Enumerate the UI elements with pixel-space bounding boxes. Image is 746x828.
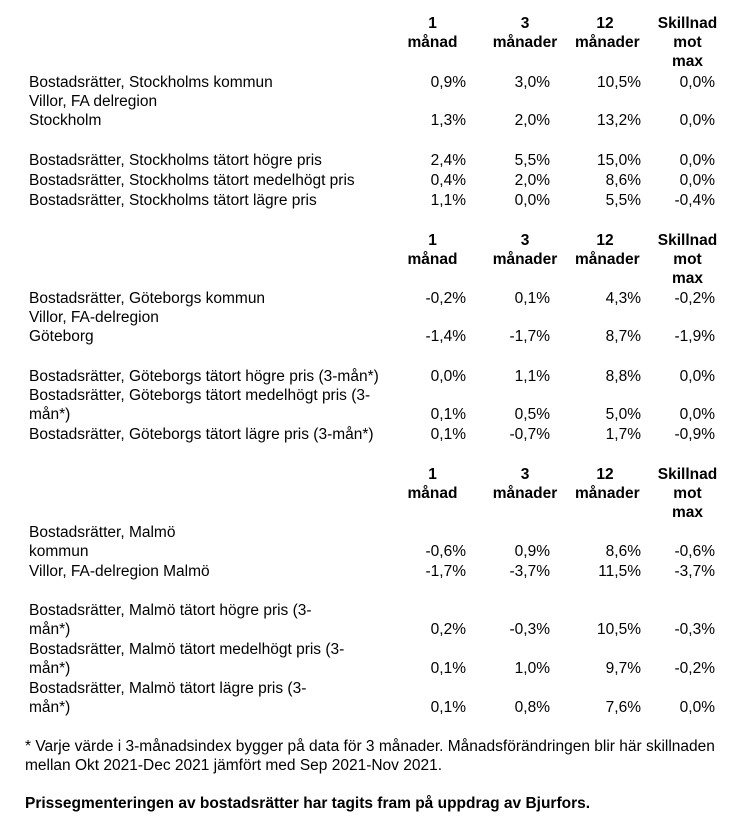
value-1m: 0,1%: [430, 426, 466, 443]
value-1m: -0,2%: [425, 290, 466, 307]
value-1m: -0,6%: [425, 543, 466, 560]
value-12m: 15,0%: [597, 152, 641, 169]
value-diff: 0,0%: [679, 406, 715, 423]
value-1m: 1,3%: [430, 112, 466, 129]
credit-note: Prissegmenteringen av bostadsrätter har tagits fram på uppdrag av Bjurfors.: [25, 795, 591, 812]
value-12m: 11,5%: [598, 563, 641, 580]
row-label: Villor, FA delregion Stockholm: [29, 93, 158, 129]
value-diff: 0,0%: [679, 368, 715, 385]
value-1m: 0,1%: [430, 699, 466, 716]
value-3m: -0,3%: [509, 621, 550, 638]
value-12m: 5,0%: [605, 406, 641, 423]
value-1m: -1,4%: [425, 328, 466, 345]
value-1m: 1,1%: [430, 192, 466, 209]
header-1-month: 1 månad: [407, 232, 458, 268]
value-3m: 0,5%: [514, 406, 550, 423]
header-3-months: 3 månader: [492, 15, 558, 51]
row-label: Bostadsrätter, Stockholms kommun: [29, 74, 273, 91]
header-12-months: 12 månader: [575, 15, 640, 51]
header-3-months: 3 månader: [492, 466, 558, 502]
value-diff: -3,7%: [674, 563, 715, 580]
value-1m: 0,1%: [430, 406, 466, 423]
value-12m: 8,7%: [605, 328, 641, 345]
row-label: Bostadsrätter, Göteborgs kommun: [29, 290, 266, 307]
value-3m: 1,1%: [514, 368, 550, 385]
header-12-months: 12 månader: [575, 466, 640, 502]
footnote: * Varje värde i 3-månadsindex bygger på data för 3 månader. Månadsförändringen blir här skillnaden mellan Okt 2021-Dec 2021 jämfört med Sep 2021-Nov 2021.: [25, 738, 715, 774]
value-3m: 2,0%: [514, 172, 550, 189]
value-diff: -0,4%: [674, 192, 715, 209]
header-12-months: 12 månader: [575, 232, 640, 268]
row-label: Bostadsrätter, Stockholms tätort lägre pris: [29, 192, 317, 209]
row-label: Bostadsrätter, Malmö tätort högre pris (3- mån*): [29, 602, 312, 638]
header-1-month: 1 månad: [407, 466, 458, 502]
value-diff: 0,0%: [679, 112, 715, 129]
value-12m: 8,6%: [605, 172, 641, 189]
value-diff: -0,2%: [674, 290, 715, 307]
value-diff: -0,9%: [674, 426, 715, 443]
value-3m: 5,5%: [514, 152, 550, 169]
value-diff: -0,3%: [674, 621, 715, 638]
value-1m: -1,7%: [425, 563, 466, 580]
row-label: Bostadsrätter, Malmö kommun: [29, 524, 176, 560]
value-3m: -0,7%: [509, 426, 550, 443]
value-3m: -3,7%: [509, 563, 550, 580]
row-label: Bostadsrätter, Göteborgs tätort lägre pris (3-mån*): [29, 426, 374, 443]
row-label: Villor, FA-delregion Malmö: [29, 563, 210, 580]
value-12m: 9,7%: [605, 660, 641, 677]
value-12m: 10,5%: [597, 621, 641, 638]
row-label: Villor, FA-delregion Göteborg: [29, 309, 159, 345]
header-1-month: 1 månad: [407, 15, 458, 51]
value-12m: 13,2%: [597, 112, 641, 129]
value-12m: 10,5%: [597, 74, 641, 91]
value-12m: 8,6%: [605, 543, 641, 560]
value-diff: -1,9%: [674, 328, 715, 345]
value-1m: 0,0%: [430, 368, 466, 385]
value-1m: 0,9%: [430, 74, 466, 91]
header-diff-max: Skillnad mot max: [657, 466, 718, 521]
value-12m: 1,7%: [605, 426, 641, 443]
value-12m: 7,6%: [605, 699, 641, 716]
value-diff: 0,0%: [679, 74, 715, 91]
value-1m: 2,4%: [430, 152, 466, 169]
row-label: Bostadsrätter, Malmö tätort lägre pris (3- mån*): [29, 680, 307, 716]
value-3m: 1,0%: [514, 660, 550, 677]
value-1m: 0,2%: [430, 621, 466, 638]
value-diff: -0,2%: [674, 660, 715, 677]
value-1m: 0,4%: [430, 172, 466, 189]
value-12m: 5,5%: [605, 192, 641, 209]
value-3m: 2,0%: [514, 112, 550, 129]
row-label: Bostadsrätter, Göteborgs tätort högre pris (3-mån*): [29, 368, 379, 385]
row-label: Bostadsrätter, Stockholms tätort medelhögt pris: [29, 172, 355, 189]
value-diff: -0,6%: [674, 543, 715, 560]
value-1m: 0,1%: [430, 660, 466, 677]
header-diff-max: Skillnad mot max: [657, 15, 718, 70]
value-diff: 0,0%: [679, 152, 715, 169]
value-3m: -1,7%: [509, 328, 550, 345]
value-3m: 0,9%: [514, 543, 550, 560]
value-diff: 0,0%: [679, 699, 715, 716]
value-12m: 8,8%: [605, 368, 641, 385]
header-diff-max: Skillnad mot max: [657, 232, 718, 287]
value-3m: 0,0%: [514, 192, 550, 209]
value-3m: 0,1%: [514, 290, 550, 307]
row-label: Bostadsrätter, Göteborgs tätort medelhögt pris (3- mån*): [29, 387, 371, 423]
value-3m: 0,8%: [514, 699, 550, 716]
value-3m: 3,0%: [514, 74, 550, 91]
header-3-months: 3 månader: [492, 232, 558, 268]
row-label: Bostadsrätter, Stockholms tätort högre pris: [29, 152, 322, 169]
row-label: Bostadsrätter, Malmö tätort medelhögt pris (3- mån*): [29, 641, 345, 677]
value-12m: 4,3%: [605, 290, 641, 307]
value-diff: 0,0%: [679, 172, 715, 189]
